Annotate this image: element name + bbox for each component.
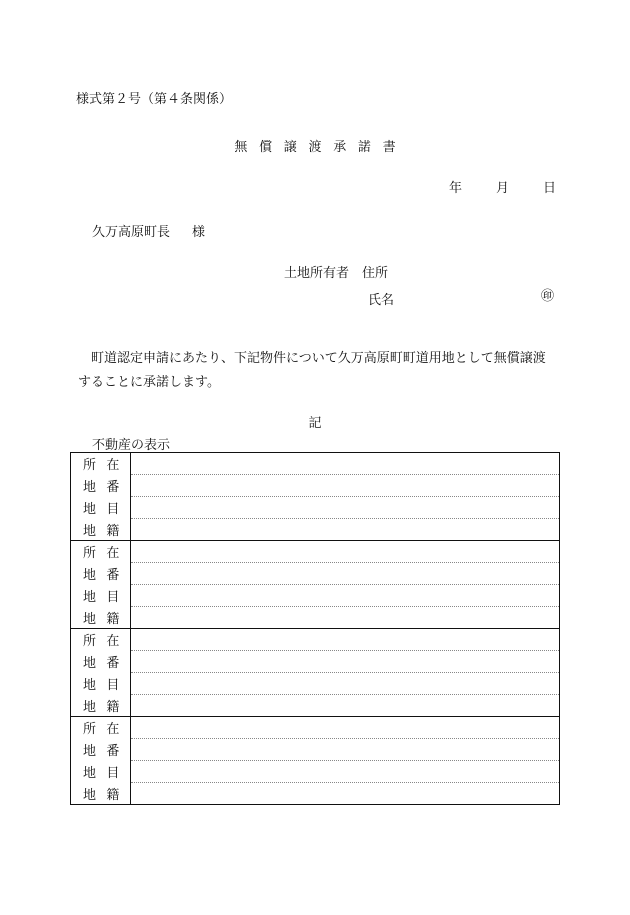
table-row bbox=[71, 673, 560, 695]
property-field-value[interactable] bbox=[131, 629, 560, 651]
date-month-label: 月 bbox=[495, 181, 509, 196]
property-field-value[interactable] bbox=[131, 761, 560, 783]
table-row bbox=[71, 739, 560, 761]
addressee-honorific: 様 bbox=[192, 225, 206, 240]
property-field-label-text: 地籍 bbox=[83, 699, 130, 715]
property-field-label bbox=[71, 585, 131, 607]
addressee bbox=[92, 221, 205, 240]
property-field-label bbox=[71, 761, 131, 783]
property-field-value[interactable] bbox=[131, 739, 560, 761]
table-row bbox=[71, 585, 560, 607]
table-row bbox=[71, 453, 560, 475]
ki-heading: 記 bbox=[308, 416, 322, 431]
property-field-value[interactable] bbox=[131, 607, 560, 629]
owner-name-label: 氏名 bbox=[368, 293, 395, 308]
table-row bbox=[71, 651, 560, 673]
form-number: 様式第２号（第４条関係） bbox=[76, 92, 233, 107]
table-row bbox=[71, 475, 560, 497]
property-field-value[interactable] bbox=[131, 673, 560, 695]
table-row bbox=[71, 783, 560, 805]
property-field-value[interactable] bbox=[131, 651, 560, 673]
owner-block bbox=[284, 262, 394, 308]
addressee-name: 久万高原町長 bbox=[92, 225, 171, 240]
property-field-value[interactable] bbox=[131, 717, 560, 739]
property-caption: 不動産の表示 bbox=[92, 438, 171, 453]
property-field-value[interactable] bbox=[131, 585, 560, 607]
property-table bbox=[70, 452, 560, 805]
property-field-label-text: 地目 bbox=[83, 502, 130, 517]
owner-address-label: 住所 bbox=[362, 266, 389, 281]
property-field-label-text: 地番 bbox=[83, 656, 130, 671]
date-day-label: 日 bbox=[542, 181, 556, 196]
property-field-label-text: 地番 bbox=[83, 744, 130, 759]
property-field-label-text: 所在 bbox=[83, 458, 130, 474]
property-field-label bbox=[71, 629, 131, 651]
property-field-label bbox=[71, 563, 131, 585]
property-field-label bbox=[71, 519, 131, 541]
property-field-label bbox=[71, 717, 131, 739]
property-field-label bbox=[71, 651, 131, 673]
property-field-label-text: 所在 bbox=[83, 546, 130, 562]
property-field-label-text: 地目 bbox=[83, 678, 130, 693]
property-field-value[interactable] bbox=[131, 563, 560, 585]
property-field-value[interactable] bbox=[131, 497, 560, 519]
consent-statement: 町道認定申請にあたり、下記物件について久万高原町町道用地として無償譲渡することに承諾します。 bbox=[78, 351, 546, 390]
property-field-value[interactable] bbox=[131, 783, 560, 805]
property-field-value[interactable] bbox=[131, 519, 560, 541]
table-row bbox=[71, 563, 560, 585]
table-row bbox=[71, 497, 560, 519]
property-field-label-text: 地番 bbox=[83, 568, 130, 583]
table-row bbox=[71, 761, 560, 783]
property-field-label bbox=[71, 453, 131, 475]
property-field-label bbox=[71, 783, 131, 805]
property-field-label bbox=[71, 607, 131, 629]
property-field-label-text: 地籍 bbox=[83, 611, 130, 627]
table-row bbox=[71, 717, 560, 739]
property-field-label bbox=[71, 739, 131, 761]
owner-role-label: 土地所有者 bbox=[284, 266, 350, 281]
table-row bbox=[71, 607, 560, 629]
table-row bbox=[71, 629, 560, 651]
property-field-label-text: 地籍 bbox=[83, 787, 130, 803]
property-field-value[interactable] bbox=[131, 453, 560, 475]
property-field-label bbox=[71, 695, 131, 717]
table-row bbox=[71, 695, 560, 717]
property-field-label-text: 地番 bbox=[83, 480, 130, 495]
property-field-label-text: 所在 bbox=[83, 634, 130, 650]
property-field-value[interactable] bbox=[131, 475, 560, 497]
property-field-value[interactable] bbox=[131, 695, 560, 717]
property-field-label bbox=[71, 475, 131, 497]
document-title: 無償譲渡承諾書 bbox=[234, 140, 408, 155]
seal-mark: ㊞ bbox=[540, 289, 554, 304]
property-field-label bbox=[71, 541, 131, 563]
property-field-value[interactable] bbox=[131, 541, 560, 563]
table-row bbox=[71, 519, 560, 541]
property-field-label bbox=[71, 497, 131, 519]
property-field-label-text: 所在 bbox=[83, 722, 130, 738]
date-line bbox=[449, 177, 556, 196]
property-field-label-text: 地目 bbox=[83, 590, 130, 605]
property-field-label bbox=[71, 673, 131, 695]
date-year-label: 年 bbox=[448, 181, 462, 196]
property-field-label-text: 地目 bbox=[83, 766, 130, 781]
property-field-label-text: 地籍 bbox=[83, 523, 130, 539]
table-row bbox=[71, 541, 560, 563]
